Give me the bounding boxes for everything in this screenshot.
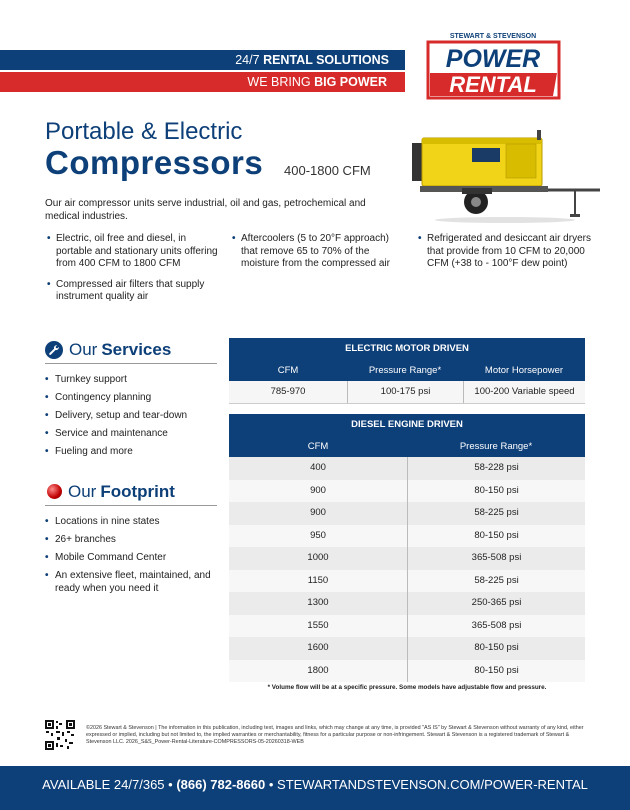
list-item: • Contingency planning <box>45 392 152 403</box>
logo-word-rental: RENTAL <box>449 72 537 97</box>
table-row <box>229 592 585 615</box>
cell-pressure: 58-225 psi <box>407 502 585 525</box>
feature-column-3 <box>418 233 593 279</box>
diesel-table-title: DIESEL ENGINE DRIVEN <box>229 414 585 436</box>
banner-line1-bold: RENTAL SOLUTIONS <box>263 53 389 67</box>
qr-code[interactable] <box>45 720 75 750</box>
col-header-cfm: CFM <box>277 365 299 376</box>
cell-pressure: 250-365 psi <box>407 592 585 615</box>
title-line-1: Portable & Electric <box>45 118 243 145</box>
list-item: • 26+ branches <box>45 534 116 545</box>
table-row <box>229 480 585 503</box>
list-item: • Locations in nine states <box>45 516 160 527</box>
feature-item: • Electric, oil free and diesel, in portable and stationary units offering from 400 CFM to 1800 CFM <box>47 233 218 269</box>
feature-item: • Aftercoolers (5 to 20°F approach) that remove 65 to 70% of the moisture from the compressed air <box>232 233 390 269</box>
cell-cfm: 900 <box>310 507 326 518</box>
feature-item: • Compressed air filters that supply instrument quality air <box>47 278 205 302</box>
col-header-pressure: Pressure Range* <box>368 365 442 376</box>
services-heading <box>45 336 217 364</box>
cfm-range: 400-1800 CFM <box>284 163 371 178</box>
compressor-trailer-image <box>410 130 605 225</box>
services-label-light: Our <box>69 339 98 359</box>
cell-pressure: 80-150 psi <box>407 637 585 660</box>
legal-disclaimer: ©2026 Stewart & Stevenson | The information in this publication, including text, images and links, which may change at any time, is provided "AS IS" by Stewart & Stevenson without warranty of any kind, either expressed or implied, including but not limited to, the implied warranties or merchantability, fitness for a particular purpose or non-infringement. Stewart & Stevenson is a registered trademark of Stewart & Stevenson LLC. 2026_S&S_Power-Rental-Literature-COMPRESSORS-05-20260318-WEB <box>86 725 584 745</box>
cell-horsepower: 100-200 Variable speed <box>463 381 585 403</box>
table-row <box>229 457 585 480</box>
footprint-label-light: Our <box>68 481 97 501</box>
banner-line2-bold: BIG POWER <box>314 75 387 89</box>
cell-cfm: 400 <box>310 462 326 473</box>
cell-pressure: 365-508 psi <box>407 547 585 570</box>
cell-pressure: 80-150 psi <box>407 525 585 548</box>
table-row <box>229 570 585 593</box>
banner-line-rental <box>0 50 405 70</box>
logo-company-name: STEWART & STEVENSON <box>449 33 537 40</box>
list-item: • Service and maintenance <box>45 428 168 439</box>
diesel-table-header <box>229 436 585 457</box>
footprint-list <box>45 516 217 601</box>
footprint-heading <box>45 478 217 506</box>
table-row <box>229 502 585 525</box>
electric-motor-table <box>229 338 585 404</box>
feature-column-2 <box>232 233 402 279</box>
services-list <box>45 374 217 464</box>
cell-cfm: 950 <box>310 529 326 541</box>
cell-cfm: 1150 <box>307 574 329 586</box>
cell-cfm: 1600 <box>307 642 329 653</box>
header-banner <box>0 50 405 92</box>
cell-pressure: 365-508 psi <box>407 615 585 638</box>
cell-cfm: 1300 <box>307 597 329 608</box>
list-item: • Turnkey support <box>45 374 127 385</box>
list-item: • Mobile Command Center <box>45 552 167 563</box>
list-item: • An extensive fleet, maintained, and ready when you need it <box>45 570 211 594</box>
col-header-horsepower: Motor Horsepower <box>484 365 564 376</box>
cell-pressure: 100-175 psi <box>347 381 463 403</box>
cell-pressure: 58-228 psi <box>407 457 585 480</box>
cell-cfm: 1800 <box>307 664 329 676</box>
footer-bar <box>0 766 630 810</box>
cell-cfm: 785-970 <box>270 386 306 397</box>
table-row <box>229 381 585 404</box>
cell-cfm: 1000 <box>307 552 329 563</box>
footer-phone[interactable]: (866) 782-8660 <box>176 777 266 792</box>
page-title: Compressors <box>45 144 264 181</box>
col-header-cfm: CFM <box>307 441 329 452</box>
map-pin-icon <box>47 484 62 499</box>
banner-line2-prefix: WE BRING <box>247 75 311 89</box>
table-row <box>229 615 585 638</box>
feature-column-1 <box>47 233 222 312</box>
banner-line-power <box>0 72 405 92</box>
diesel-engine-table <box>229 414 585 682</box>
table-row <box>229 637 585 660</box>
electric-table-header <box>229 360 585 381</box>
footer-url[interactable]: • STEWARTANDSTEVENSON.COM/POWER-RENTAL <box>268 777 588 792</box>
table-row <box>229 547 585 570</box>
col-header-pressure: Pressure Range* <box>459 441 533 452</box>
list-item: • Delivery, setup and tear-down <box>45 410 188 421</box>
banner-line1-prefix: 24/7 <box>235 53 260 67</box>
intro-paragraph: Our air compressor units serve industrial, oil and gas, petrochemical and medical industries. <box>45 198 366 222</box>
table-row <box>229 660 585 683</box>
cell-cfm: 1550 <box>307 619 329 631</box>
diesel-table-body <box>229 457 585 682</box>
wrench-icon <box>45 341 63 359</box>
cell-pressure: 80-150 psi <box>407 660 585 683</box>
logo-word-power: POWER <box>445 45 541 73</box>
cell-cfm: 900 <box>310 484 326 496</box>
services-label-bold: Services <box>101 339 172 359</box>
table-row <box>229 525 585 548</box>
electric-table-title: ELECTRIC MOTOR DRIVEN <box>229 338 585 360</box>
power-rental-logo <box>426 30 561 102</box>
feature-item: • Refrigerated and desiccant air dryers that provide from 10 CFM to 20,000 CFM (+38 to - 100°F dew point) <box>418 233 591 269</box>
table-footnote: * Volume flow will be at a specific pressure. Some models have adjustable flow and pressure. <box>267 684 547 691</box>
cell-pressure: 80-150 psi <box>407 480 585 503</box>
footer-availability: AVAILABLE 24/7/365 • <box>42 777 173 792</box>
list-item: • Fueling and more <box>45 446 133 457</box>
cell-pressure: 58-225 psi <box>407 570 585 593</box>
footprint-label-bold: Footprint <box>100 481 175 501</box>
